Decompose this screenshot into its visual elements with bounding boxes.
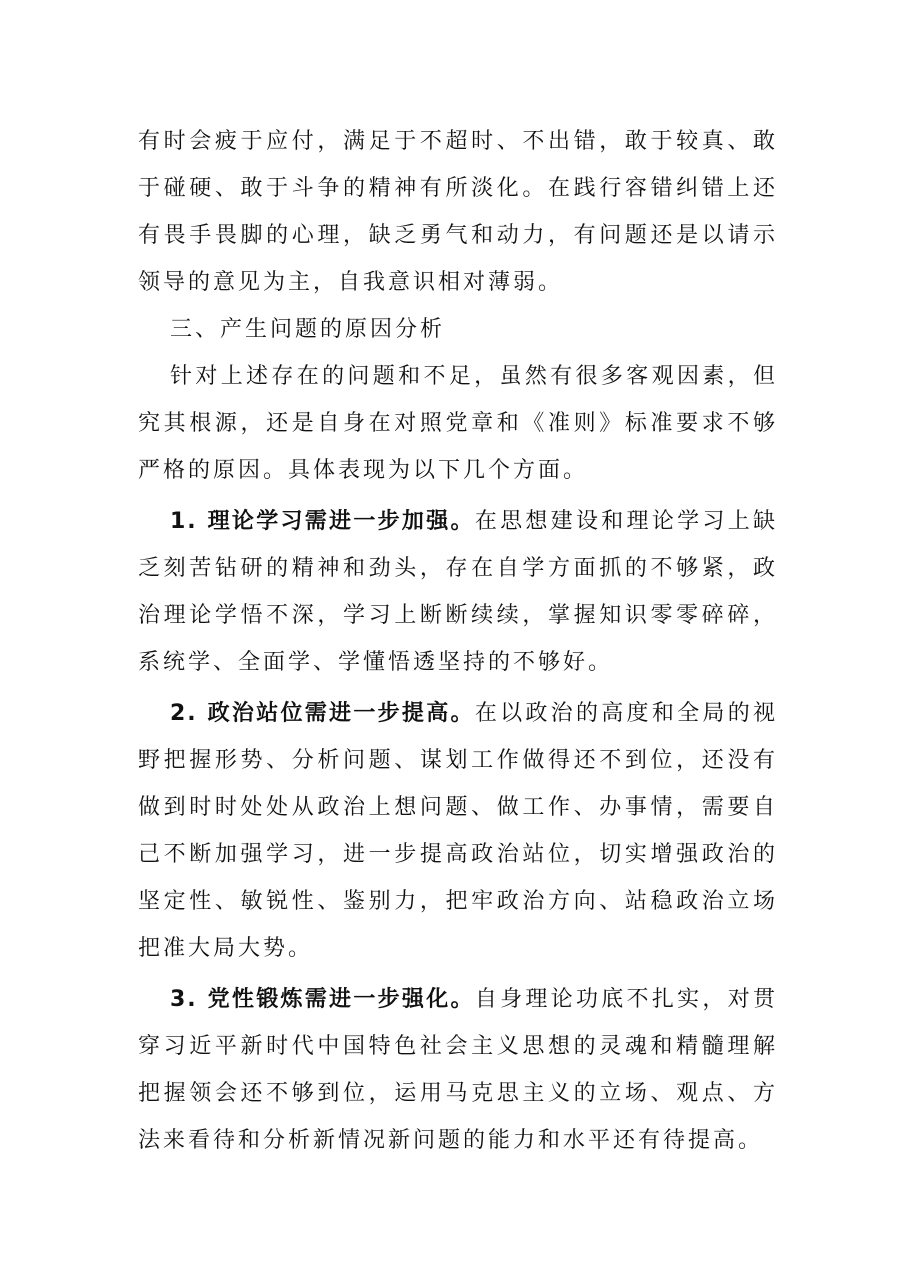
item-3-body: 自身理论功底不扎实，对贯穿习近平新时代中国特色社会主义思想的灵魂和精髓理解把握领会还不够到位，运用马克思主义的立场、观点、方法来看待和分析新情况新问题的能力和水平还有待提高。 (138, 987, 778, 1153)
item-2-paragraph (138, 690, 778, 972)
item-1-lead: 1. 理论学习需进一步加强。 (170, 509, 475, 534)
item-3-lead: 3. 党性锻炼需进一步强化。 (170, 987, 475, 1012)
item-1-paragraph (138, 498, 778, 686)
item-3-paragraph (138, 976, 778, 1164)
document-body (138, 118, 778, 1164)
item-1-body: 在思想建设和理论学习上缺乏刻苦钻研的精神和劲头，存在自学方面抓的不够紧，政治理论学悟不深，学习上断断续续，掌握知识零零碎碎，系统学、全面学、学懂悟透坚持的不够好。 (138, 509, 778, 675)
intro-paragraph: 针对上述存在的问题和不足，虽然有很多客观因素，但究其根源，还是自身在对照党章和《准则》标准要求不够严格的原因。具体表现为以下几个方面。 (138, 364, 778, 483)
continuation-paragraph: 有时会疲于应付，满足于不超时、不出错，敢于较真、敢于碰硬、敢于斗争的精神有所淡化。在践行容错纠错上还有畏手畏脚的心理，缺乏勇气和动力，有问题还是以请示领导的意见为主，自我意识相对薄弱。 (138, 129, 778, 295)
item-2-lead: 2. 政治站位需进一步提高。 (170, 701, 475, 726)
section-heading: 三、产生问题的原因分析 (170, 317, 446, 342)
item-2-body: 在以政治的高度和全局的视野把握形势、分析问题、谋划工作做得还不到位，还没有做到时时处处从政治上想问题、做工作、办事情，需要自己不断加强学习，进一步提高政治站位，切实增强政治的坚定性、敏锐性、鉴别力，把牢政治方向、站稳政治立场把准大局大势。 (138, 701, 778, 961)
